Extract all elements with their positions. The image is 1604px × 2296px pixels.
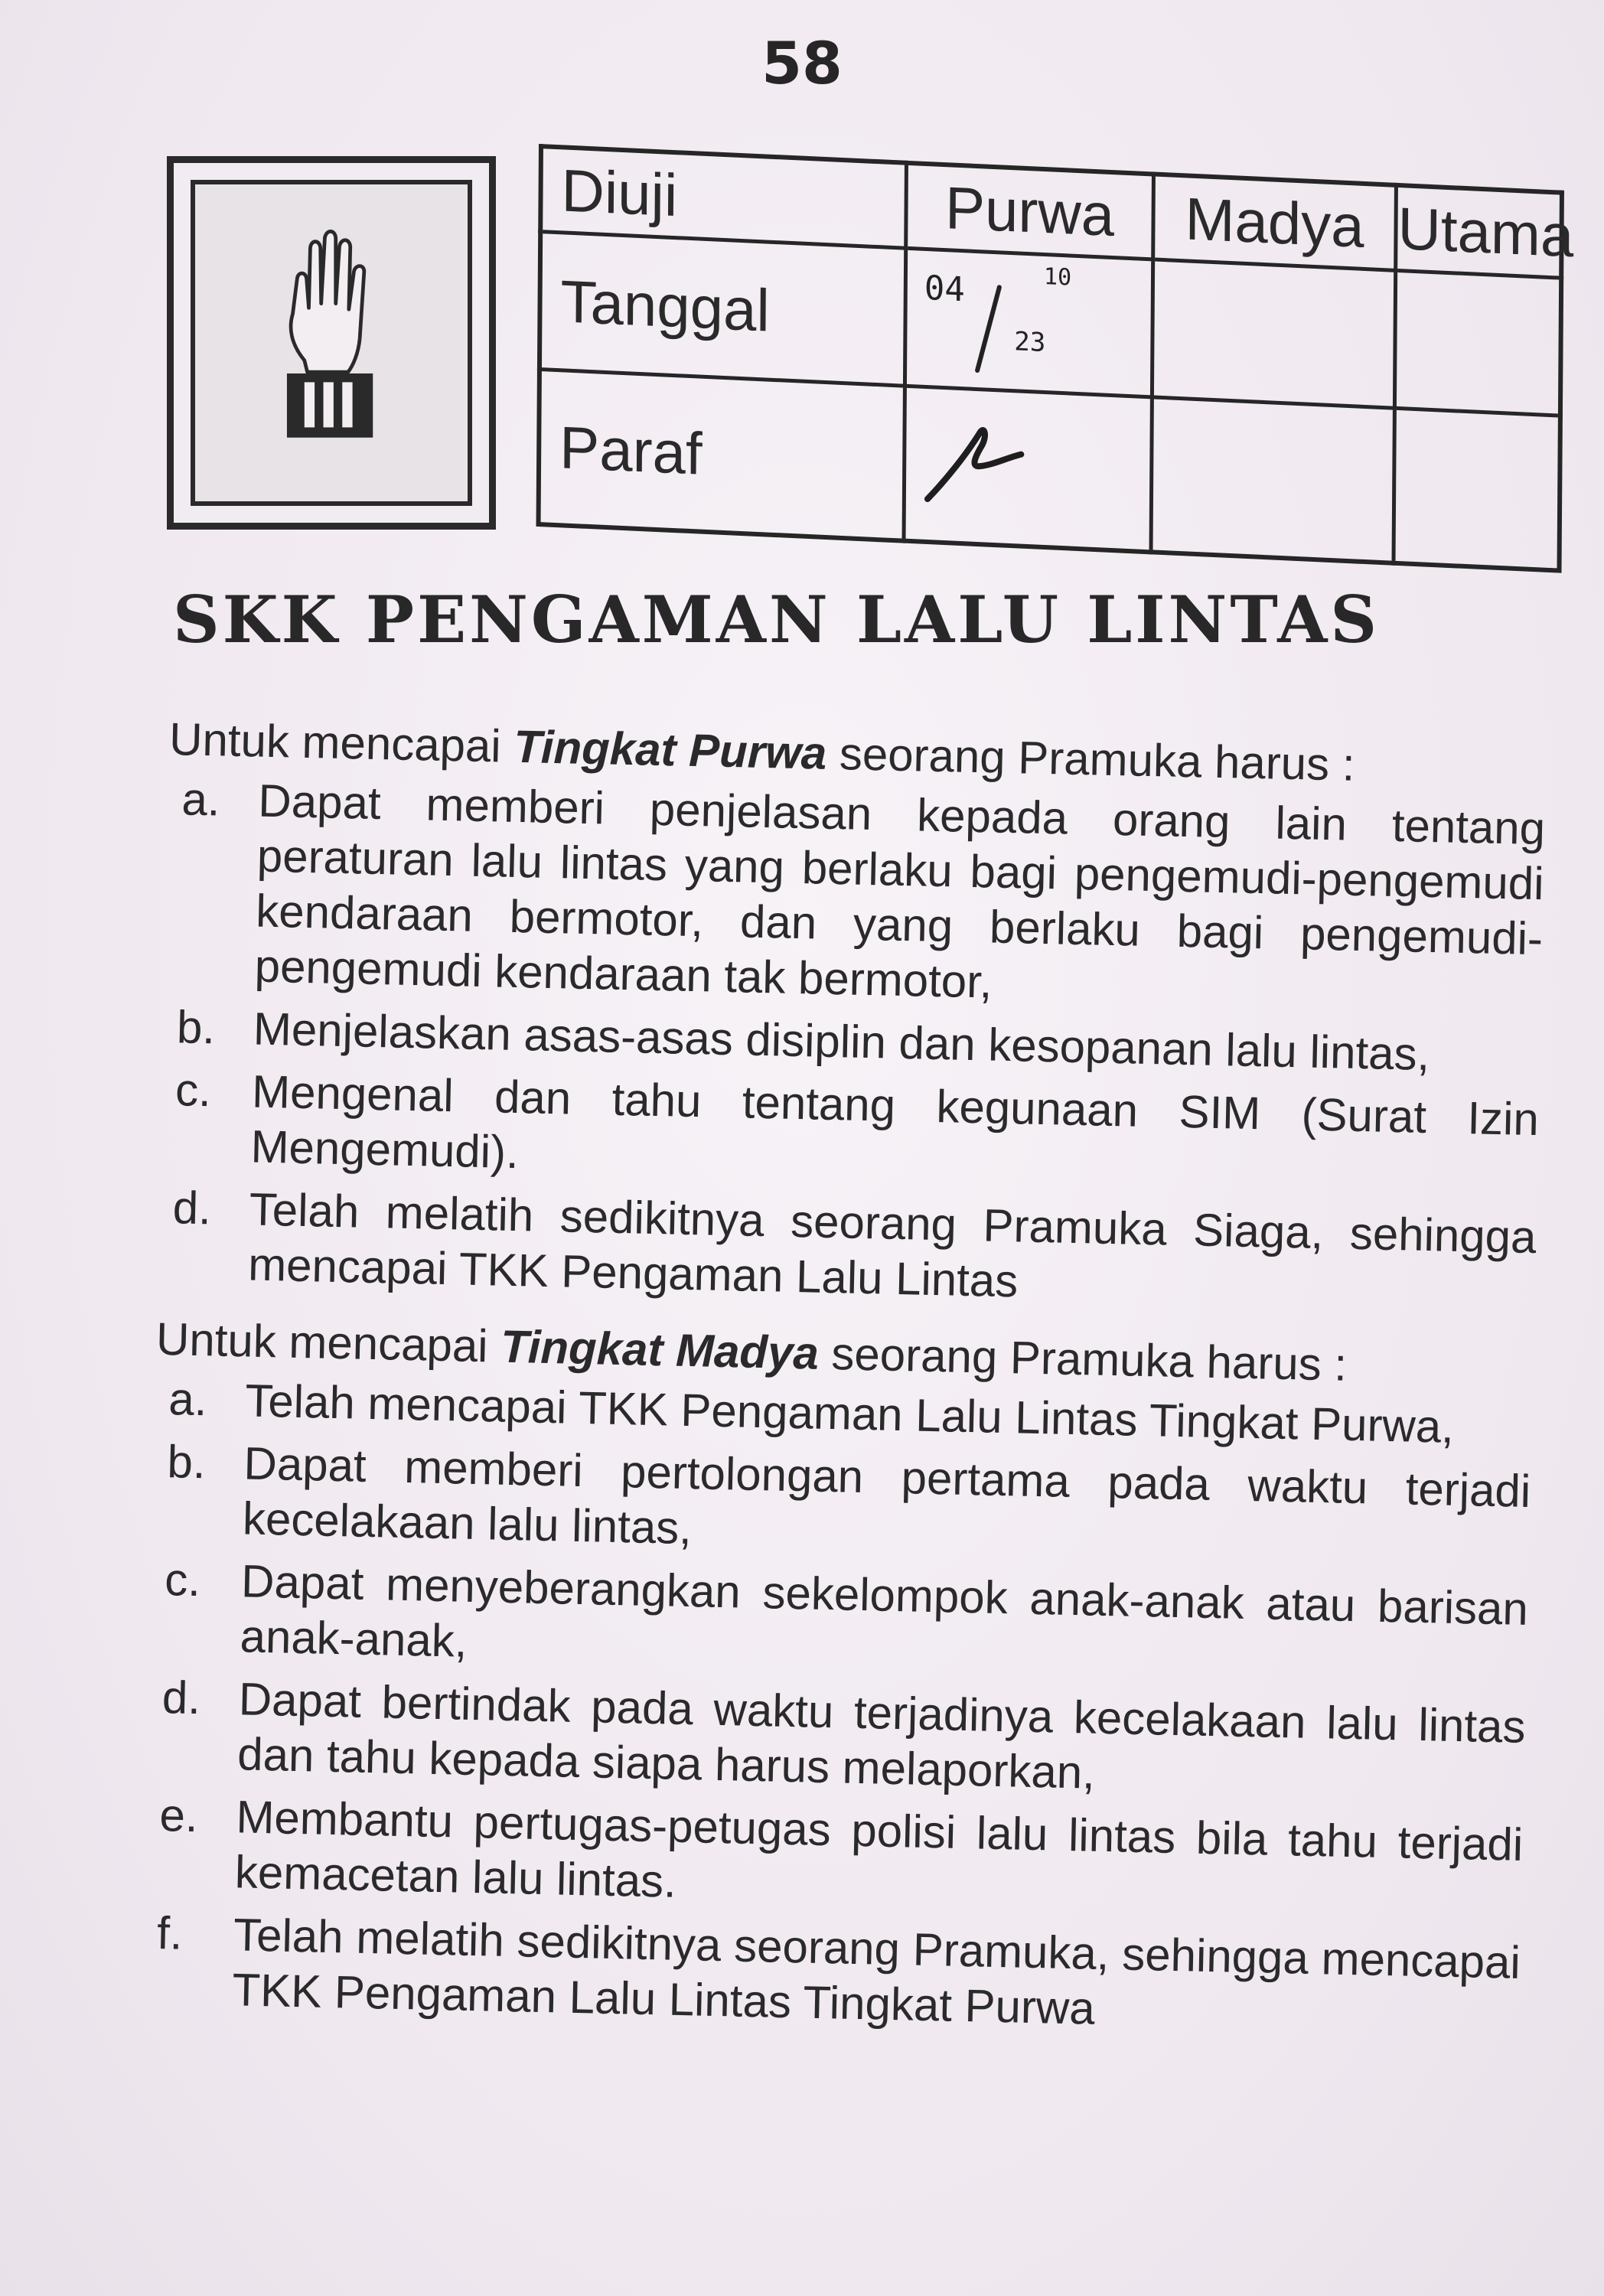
badge-frame	[191, 180, 472, 506]
list-item-text: Dapat memberi pertolongan pertama pada waktu terjadi kecelakaan lalu lintas,	[242, 1437, 1531, 1554]
list-marker: c.	[164, 1554, 201, 1606]
list-marker: a.	[168, 1373, 208, 1426]
list-item-text: Telah melatih sedikitnya seorang Pramuka, sehingga mencapai TKK Pengaman Lalu Lintas Tingkat Purwa	[231, 1909, 1521, 2034]
raised-hand-icon	[195, 184, 468, 501]
list-item	[160, 1062, 1540, 1202]
list-item-text: Telah melatih sedikitnya seorang Pramuka Siaga, sehingga mencapai TKK Pengaman Lalu Lintas	[247, 1183, 1537, 1307]
row-label-diuji: Diuji	[540, 146, 906, 249]
row-label-tanggal: Tanggal	[540, 232, 906, 386]
list-marker: d.	[172, 1182, 212, 1234]
intro-suffix: seorang Pramuka harus :	[826, 727, 1356, 791]
row-label-paraf: Paraf	[539, 370, 905, 541]
list-item-text: Menjelaskan asas-asas disiplin dan kesopanan lalu lintas,	[253, 1003, 1430, 1081]
list-item-text: Dapat menyeberangkan sekelompok anak-anak atau barisan anak-anak,	[239, 1555, 1529, 1667]
paraf-purwa-cell	[904, 386, 1152, 552]
list-item	[147, 1670, 1527, 1810]
level-utama: Utama	[1396, 185, 1562, 279]
list-item-text: Telah mencapai TKK Pengaman Lalu Lintas Tingkat Purwa,	[244, 1375, 1455, 1453]
page-number: 58	[761, 29, 843, 97]
list-item	[164, 771, 1546, 1022]
paraf-madya-cell	[1151, 397, 1394, 563]
handwritten-date	[907, 260, 1151, 386]
test-record-grid	[536, 144, 1574, 573]
date-month: 10	[1043, 263, 1072, 292]
test-record-table	[536, 144, 1574, 573]
list-marker: b.	[166, 1436, 207, 1489]
paraf-utama-cell	[1394, 408, 1560, 570]
madya-requirements-list	[142, 1371, 1533, 2046]
signature-mark	[906, 399, 1150, 524]
tanggal-madya-cell	[1152, 259, 1395, 408]
tanggal-purwa-cell	[905, 249, 1152, 397]
list-marker: e.	[158, 1789, 199, 1842]
purwa-requirements-list	[158, 771, 1546, 1320]
list-item-text: Dapat bertindak pada waktu terjadinya kecelakaan lalu lintas dan tahu kepada siapa harus melaporkan,	[236, 1673, 1527, 1799]
list-marker: b.	[176, 1001, 216, 1054]
intro-prefix: Untuk mencapai	[168, 713, 515, 772]
level-madya: Madya	[1153, 174, 1397, 270]
list-item	[158, 1180, 1537, 1320]
list-item	[152, 1434, 1531, 1574]
list-item-text: Membantu pertugas-petugas polisi lalu lintas bila tahu terjadi kemacetan lalu lintas.	[234, 1791, 1524, 1907]
list-item-text: Mengenal dan tahu tentang kegunaan SIM (Surat Izin Mengemudi).	[249, 1065, 1540, 1179]
list-marker: d.	[161, 1671, 201, 1724]
tkk-badge	[167, 156, 496, 530]
list-item	[149, 1552, 1529, 1692]
date-year: 23	[1014, 325, 1046, 358]
list-item	[144, 1788, 1524, 1928]
list-marker: c.	[174, 1064, 212, 1117]
level-purwa: Purwa	[906, 163, 1154, 260]
intro-suffix: seorang Pramuka harus :	[818, 1327, 1348, 1391]
list-marker: f.	[156, 1907, 184, 1959]
date-slash-stroke	[907, 260, 1151, 386]
level-label-madya: Tingkat Madya	[500, 1320, 820, 1379]
tanggal-utama-cell	[1394, 271, 1561, 416]
intro-prefix: Untuk mencapai	[155, 1313, 501, 1372]
page-title: SKK PENGAMAN LALU LINTAS	[173, 582, 1381, 657]
list-marker: a.	[181, 773, 221, 826]
date-day: 04	[924, 268, 965, 310]
list-item-text: Dapat memberi penjelasan kepada orang lain tentang peraturan lalu lintas yang berlaku bagi pengemudi-pengemudi kendaraan bermotor, dan yang berlaku bagi pengemudi-pengemudi kendaraan tak bermotor,	[254, 775, 1546, 1008]
level-label-purwa: Tingkat Purwa	[513, 720, 827, 779]
list-item	[142, 1906, 1521, 2046]
requirements-content	[141, 712, 1547, 2067]
